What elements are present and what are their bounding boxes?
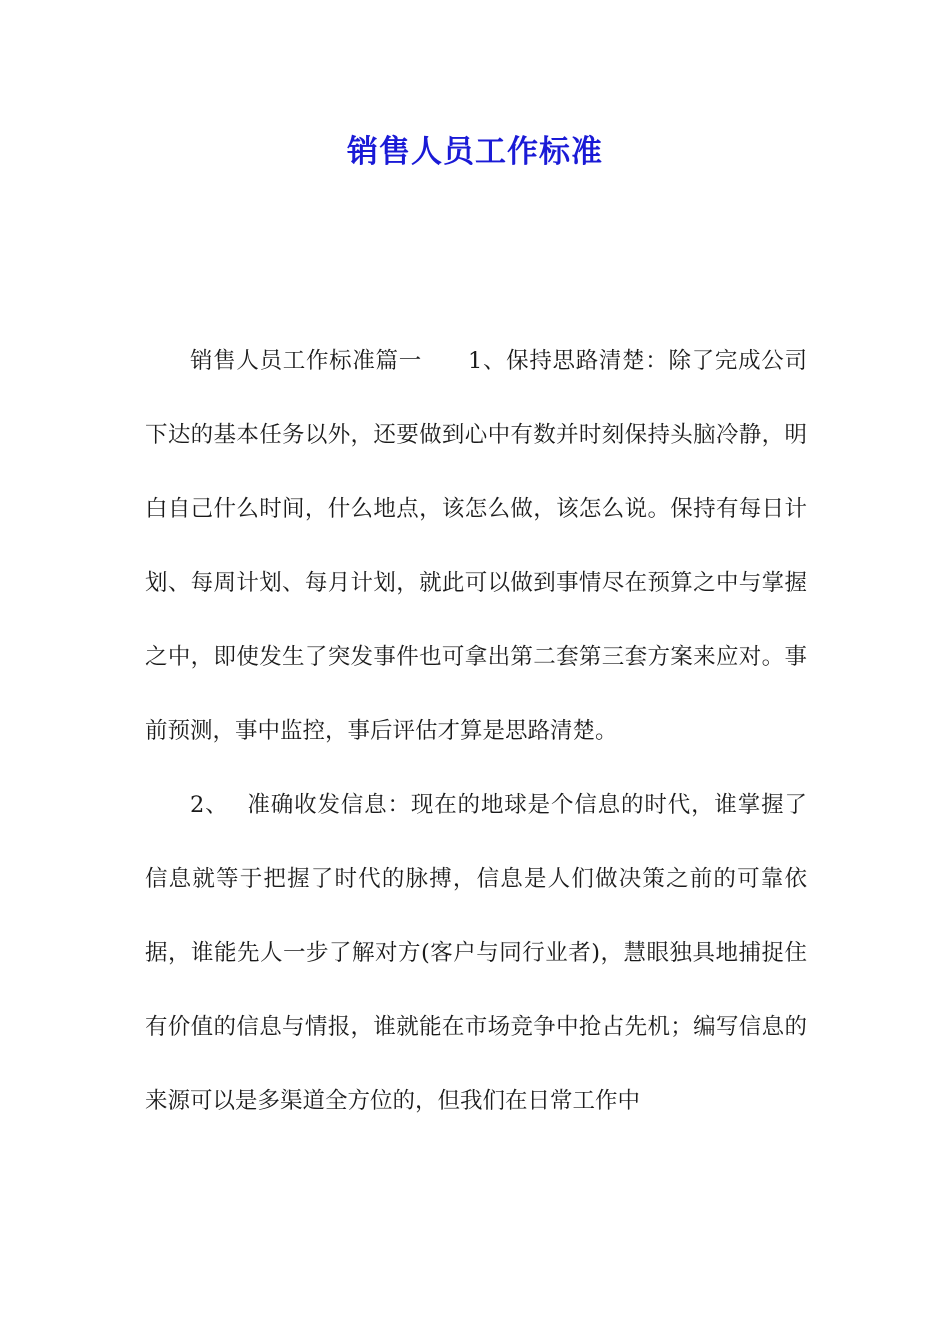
document-body — [145, 324, 807, 1138]
item-number: 1、 — [467, 348, 507, 374]
paragraph-1 — [145, 324, 807, 768]
section-heading: 销售人员工作标准篇一 — [190, 348, 422, 374]
paragraph-text: 准确收发信息：现在的地球是个信息的时代，谁掌握了信息就等于把握了时代的脉搏，信息是人们做决策之前的可靠依据，谁能先人一步了解对方(客户与同行业者)，慧眼独具地捕捉住有价值的信息与情报，谁就能在市场竞争中抢占先机；编写信息的来源可以是多渠道全方位的，但我们在日常工作中 — [145, 792, 807, 1114]
item-number: 2、 — [190, 792, 229, 818]
paragraph-text: 保持思路清楚：除了完成公司下达的基本任务以外，还要做到心中有数并时刻保持头脑冷静，明白自己什么时间，什么地点，该怎么做，该怎么说。保持有每日计划、每周计划、每月计划，就此可以做到事情尽在预算之中与掌握之中，即使发生了突发事件也可拿出第二套第三套方案来应对。事前预测，事中监控，事后评估才算是思路清楚。 — [145, 348, 807, 744]
paragraph-2 — [145, 768, 807, 1138]
document-title: 销售人员工作标准 — [347, 134, 603, 170]
